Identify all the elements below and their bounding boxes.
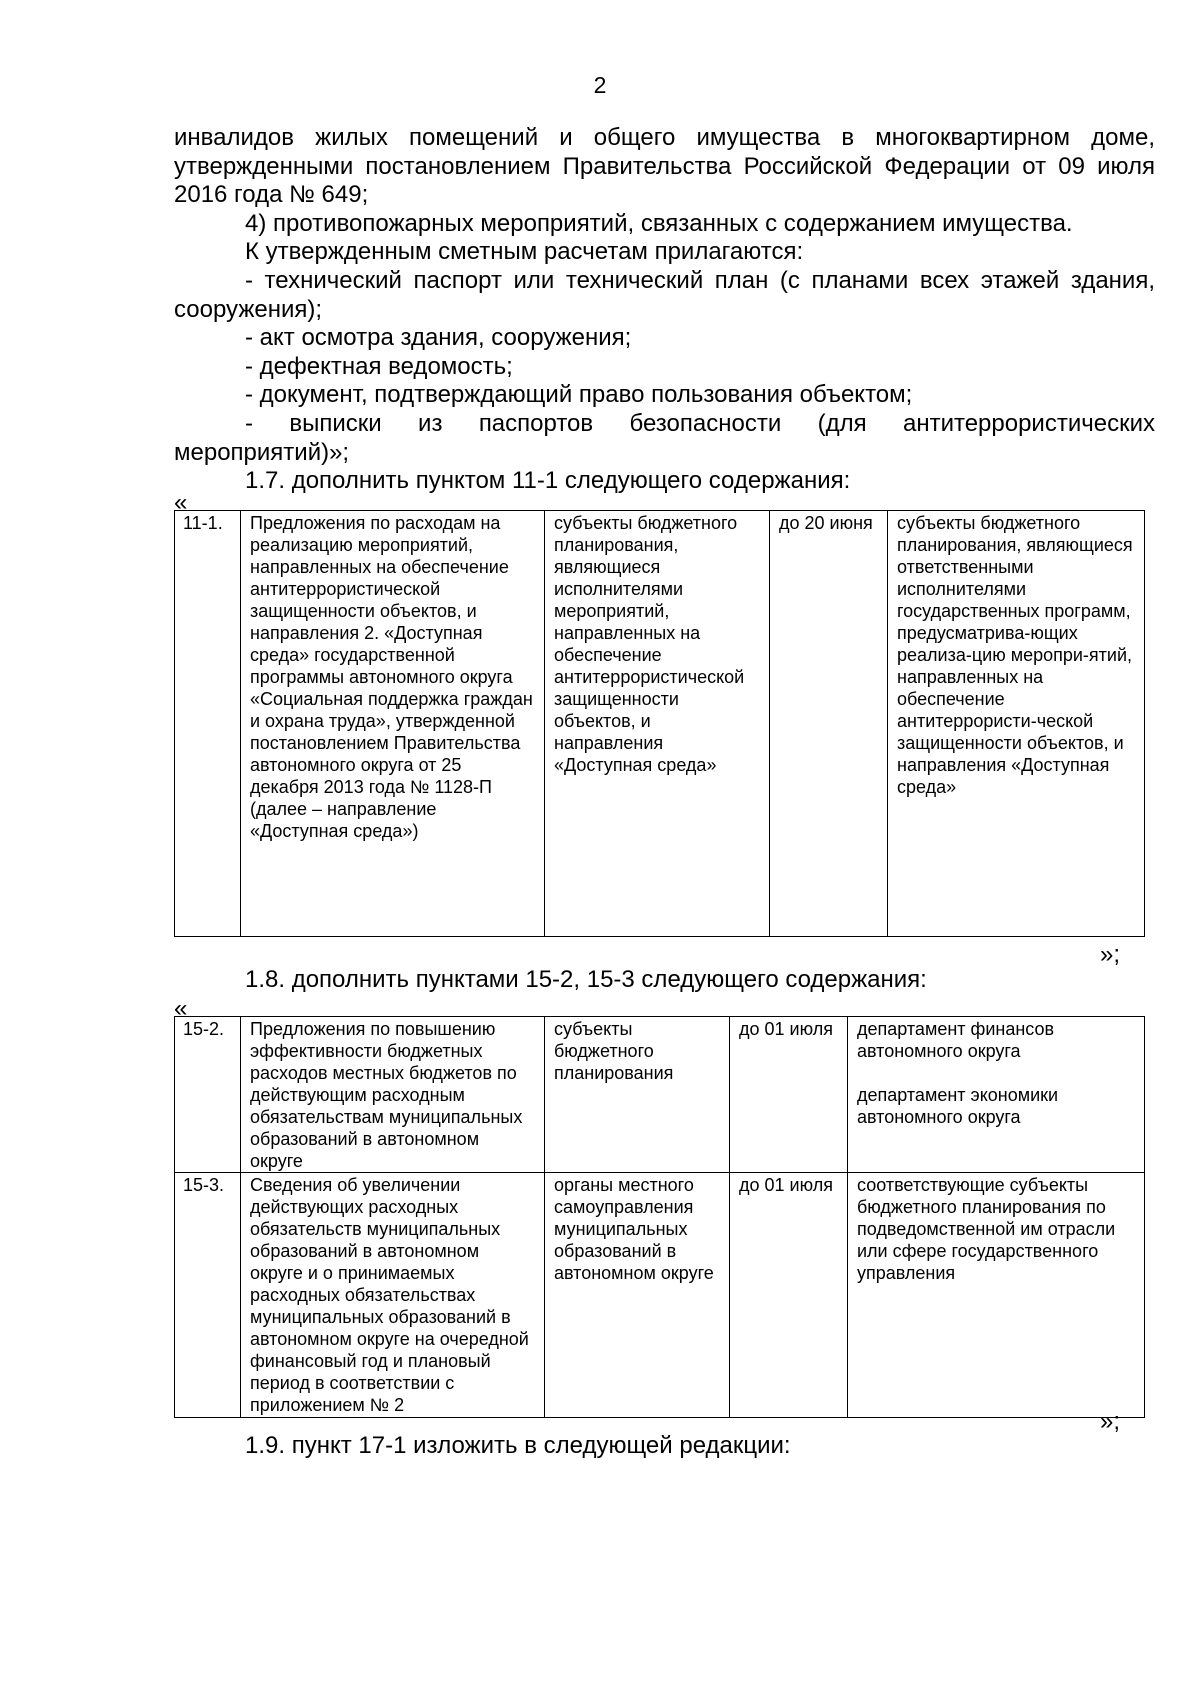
item-submitter-cell: органы местного самоуправления муниципальных образований в автономном округе bbox=[545, 1173, 730, 1418]
item-recipient-cell bbox=[848, 1017, 1145, 1173]
item-submitter-cell: субъекты бюджетного планирования bbox=[545, 1017, 730, 1173]
item-description-cell: Сведения об увеличении действующих расходных обязательств муниципальных образований в автономном округе и о принимаемых расходных обязательствах муниципальных образований в автономном округе на очередной финансовый год и плановый период в соответствии с приложением № 2 bbox=[241, 1173, 545, 1418]
body-text-mid bbox=[174, 966, 1155, 995]
paragraph-amendment-1-8: 1.8. дополнить пунктами 15-2, 15-3 следующего содержания: bbox=[245, 966, 927, 993]
open-quote-2: « bbox=[174, 995, 188, 1022]
recipient-finance-department: департамент финансов автономного округа bbox=[857, 1019, 1055, 1061]
paragraph-amendment-1-7: 1.7. дополнить пунктом 11-1 следующего содержания: bbox=[245, 467, 851, 495]
body-text-top bbox=[174, 124, 1155, 496]
recipient-economy-department: департамент экономики автономного округа bbox=[857, 1085, 1059, 1127]
close-quote-1: »; bbox=[1100, 941, 1121, 968]
list-item-security-passports: - выписки из паспортов безопасности (для антитеррористических мероприятий)»; bbox=[174, 409, 1155, 466]
table-item-11-1 bbox=[174, 510, 1145, 937]
close-quote-2: »; bbox=[1100, 1408, 1121, 1435]
list-item-usage-right-document: - документ, подтверждающий право пользования объектом; bbox=[245, 381, 913, 409]
page-number: 2 bbox=[593, 72, 607, 98]
item-description-cell: Предложения по расходам на реализацию мероприятий, направленных на обеспечение антитеррористической защищенности объектов, и направления 2. «Доступная среда» государственной программы автономного округа «Социальная поддержка граждан и охрана труда», утвержденной постановлением Правительства автономного округа от 25 декабря 2013 года № 1128-П (далее – направление «Доступная среда») bbox=[241, 511, 545, 937]
item-deadline-cell: до 01 июля bbox=[730, 1017, 848, 1173]
item-number-cell: 15-2. bbox=[175, 1017, 241, 1173]
list-item-inspection-act: - акт осмотра здания, сооружения; bbox=[245, 324, 632, 352]
body-text-bottom bbox=[174, 1432, 1155, 1461]
paragraph-fire-safety: 4) противопожарных мероприятий, связанных с содержанием имущества. bbox=[245, 209, 1073, 237]
table-row bbox=[175, 1173, 1145, 1418]
paragraph-accessibility-rules: инвалидов жилых помещений и общего имущества в многоквартирном доме, утвержденными постановлением Правительства Российской Федерации от 09 июля 2016 года № 649; bbox=[174, 124, 1155, 209]
item-deadline-cell: до 01 июля bbox=[730, 1173, 848, 1418]
table-row bbox=[175, 1017, 1145, 1173]
item-recipient-cell: соответствующие субъекты бюджетного планирования по подведомственной им отрасли или сфере государственного управления bbox=[848, 1173, 1145, 1418]
table-row bbox=[175, 511, 1145, 937]
item-deadline-cell: до 20 июня bbox=[770, 511, 888, 937]
item-recipient-cell: субъекты бюджетного планирования, являющиеся ответственными исполнителями государственных программ, предусматрива-ющих реализа-цию меропри-ятий, направленных на обеспечение антитеррористи-ческой защищенности объектов, и направления «Доступная среда» bbox=[888, 511, 1145, 937]
item-submitter-cell: субъекты бюджетного планирования, являющиеся исполнителями мероприятий, направленных на обеспечение антитеррористической защищенности объектов, и направления «Доступная среда» bbox=[545, 511, 770, 937]
paragraph-attachments-intro: К утвержденным сметным расчетам прилагаются: bbox=[245, 238, 804, 266]
paragraph-amendment-1-9: 1.9. пункт 17-1 изложить в следующей редакции: bbox=[245, 1432, 791, 1459]
item-number-cell: 11-1. bbox=[175, 511, 241, 937]
table-items-15-2-15-3 bbox=[174, 1016, 1145, 1418]
item-description-cell: Предложения по повышению эффективности бюджетных расходов местных бюджетов по действующим расходным обязательствам муниципальных образований в автономном округе bbox=[241, 1017, 545, 1173]
open-quote-1: « bbox=[174, 489, 188, 516]
list-item-defect-list: - дефектная ведомость; bbox=[245, 352, 513, 380]
item-number-cell: 15-3. bbox=[175, 1173, 241, 1418]
list-item-technical-passport: - технический паспорт или технический план (с планами всех этажей здания, сооружения); bbox=[174, 266, 1155, 323]
